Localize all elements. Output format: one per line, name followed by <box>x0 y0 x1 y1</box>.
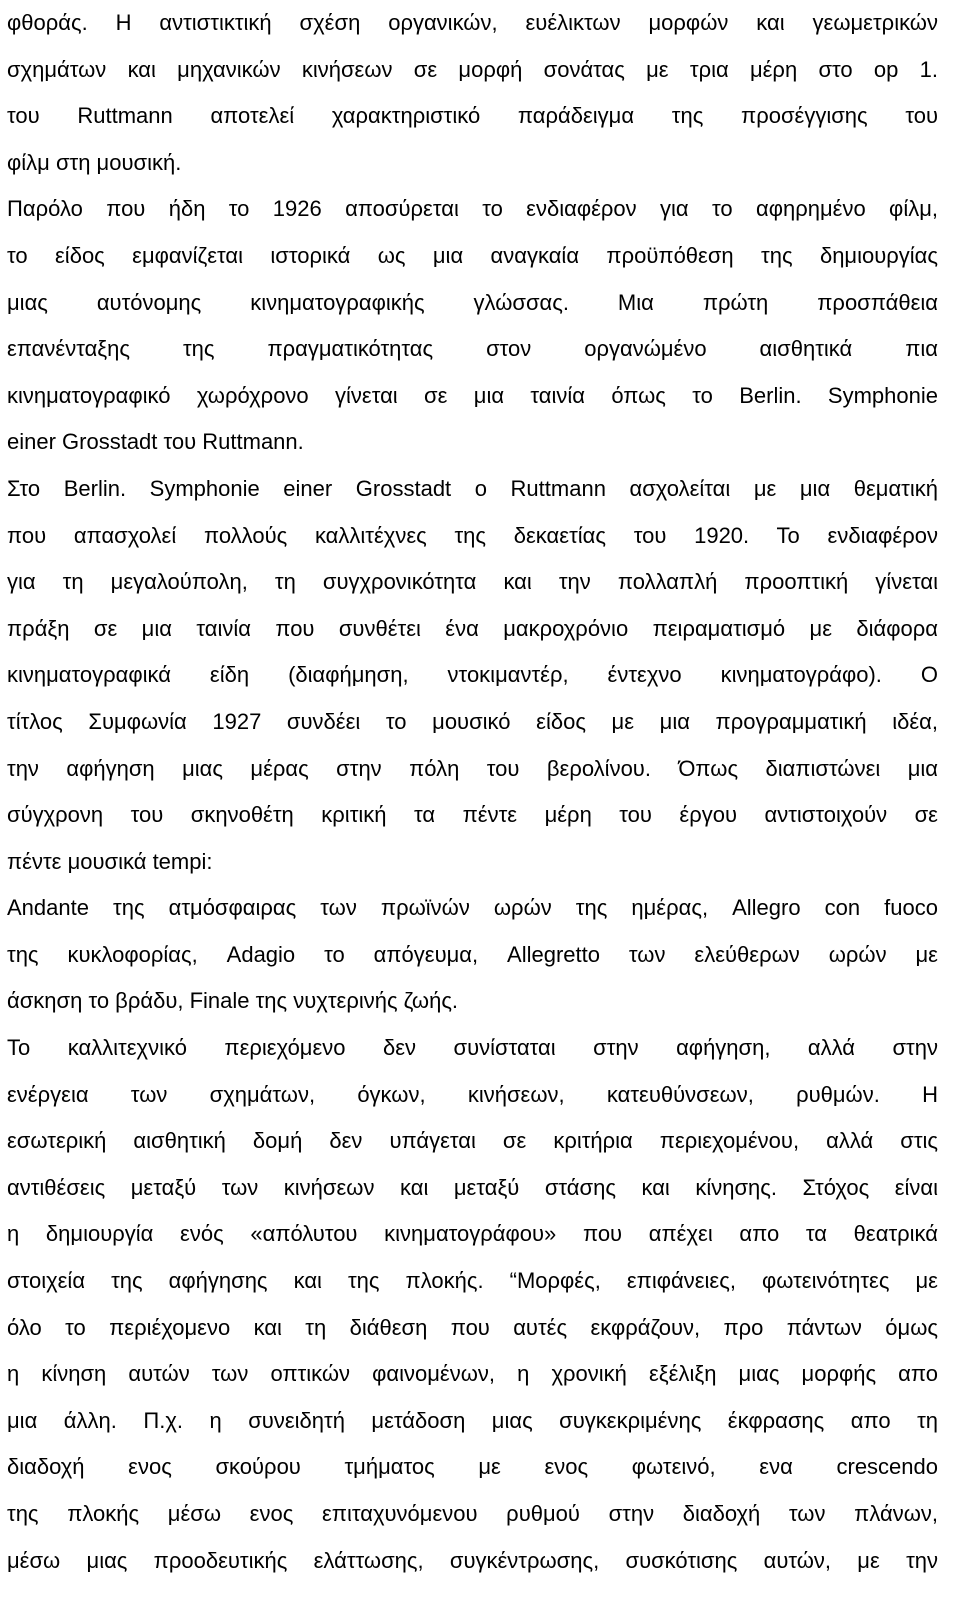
text-line: στοιχεία της αφήγησης και της πλοκής. “Μορφές, επιφάνειες, φωτεινότητες με <box>7 1268 938 1294</box>
paragraph-4 <box>7 885 938 1025</box>
text-line: φθοράς. Η αντιστικτική σχέση οργανικών, ευέλικτων μορφών και γεωμετρικών <box>7 10 938 35</box>
text-line: επανένταξης της πραγματικότητας στον οργανώμένο αισθητικά πια <box>7 336 938 362</box>
text-line: το είδος εμφανίζεται ιστορικά ως μια αναγκαία προϋπόθεση της δημιουργίας <box>7 242 938 268</box>
text-line: φίλμ στη μουσική. <box>7 149 182 175</box>
paragraph-1 <box>7 0 938 186</box>
text-line: κινηματογραφικά είδη (διαφήμηση, ντοκιμαντέρ, έντεχνο κινηματογράφο). Ο <box>7 662 938 688</box>
text-line: Παρόλο που ήδη το 1926 αποσύρεται το ενδιαφέρον για το αφηρημένο φίλμ, <box>7 196 938 222</box>
text-line: Το καλλιτεχνικό περιεχόμενο δεν συνίσταται στην αφήγηση, αλλά στην <box>7 1035 938 1061</box>
text-line: μέσω μιας προοδευτικής ελάττωσης, συγκέντρωσης, συσκότισης αυτών, με την <box>7 1547 938 1573</box>
text-line: για τη μεγαλούπολη, τη συγχρονικότητα και την πολλαπλή προοπτική γίνεται <box>7 569 938 595</box>
document-page <box>7 0 938 1584</box>
text-line: άσκηση το βράδυ, Finale της νυχτερινής ζωής. <box>7 988 459 1014</box>
paragraph-5 <box>7 1025 938 1584</box>
paragraph-2 <box>7 186 938 466</box>
text-line: σύγχρονη του σκηνοθέτη κριτική τα πέντε μέρη του έργου αντιστοιχούν σε <box>7 802 938 828</box>
text-line: einer Grosstadt του Ruttmann. <box>7 429 304 455</box>
text-line: μιας αυτόνομης κινηματογραφικής γλώσσας. Μια πρώτη προσπάθεια <box>7 289 938 315</box>
text-line: ενέργεια των σχημάτων, όγκων, κινήσεων, κατευθύνσεων, ρυθμών. Η <box>7 1081 938 1107</box>
text-line: της πλοκής μέσω ενος επιταχυνόμενου ρυθμού στην διαδοχή των πλάνων, <box>7 1501 938 1526</box>
text-line: κινηματογραφικό χωρόχρονο γίνεται σε μια ταινία όπως το Berlin. Symphonie <box>7 382 938 408</box>
text-line: την αφήγηση μιας μέρας στην πόλη του βερολίνου. Όπως διαπιστώνει μια <box>7 755 938 781</box>
text-line: που απασχολεί πολλούς καλλιτέχνες της δεκαετίας του 1920. Το ενδιαφέρον <box>7 522 938 548</box>
text-line: όλο το περιέχομενο και τη διάθεση που αυτές εκφράζουν, προ πάντων όμως <box>7 1314 938 1340</box>
text-line: της κυκλοφορίας, Adagio το απόγευμα, Allegretto των ελεύθερων ωρών με <box>7 941 938 967</box>
text-line: Andante της ατμόσφαιρας των πρωϊνών ωρών της ημέρας, Allegro con fuoco <box>7 895 938 921</box>
text-line: Στο Berlin. Symphonie einer Grosstadt o Ruttmann ασχολείται με μια θεματική <box>7 475 938 501</box>
text-line: αντιθέσεις μεταξύ των κινήσεων και μεταξύ στάσης και κίνησης. Στόχος είναι <box>7 1174 938 1200</box>
text-line: σχημάτων και μηχανικών κινήσεων σε μορφή σονάτας με τρια μέρη στο op 1. <box>7 56 938 82</box>
text-line: εσωτερική αισθητική δομή δεν υπάγεται σε κριτήρια περιεχομένου, αλλά στις <box>7 1128 938 1154</box>
text-line: πράξη σε μια ταινία που συνθέτει ένα μακροχρόνιο πειραματισμό με διάφορα <box>7 615 938 641</box>
text-line: η δημιουργία ενός «απόλυτου κινηματογράφου» που απέχει απο τα θεατρικά <box>7 1221 938 1247</box>
text-line: του Ruttmann αποτελεί χαρακτηριστικό παράδειγμα της προσέγγισης του <box>7 103 938 129</box>
text-line: διαδοχή ενος σκούρου τμήματος με ενος φωτεινό, ενα crescendo <box>7 1454 938 1480</box>
text-line: πέντε μουσικά tempi: <box>7 848 213 874</box>
text-line: η κίνηση αυτών των οπτικών φαινομένων, η χρονική εξέλιξη μιας μορφής απο <box>7 1361 938 1387</box>
text-line: μια άλλη. Π.χ. η συνειδητή μετάδοση μιας συγκεκριμένης έκφρασης απο τη <box>7 1407 938 1433</box>
paragraph-3 <box>7 466 938 885</box>
text-line: τίτλος Συμφωνία 1927 συνδέει το μουσικό είδος με μια προγραμματική ιδέα, <box>7 708 938 734</box>
